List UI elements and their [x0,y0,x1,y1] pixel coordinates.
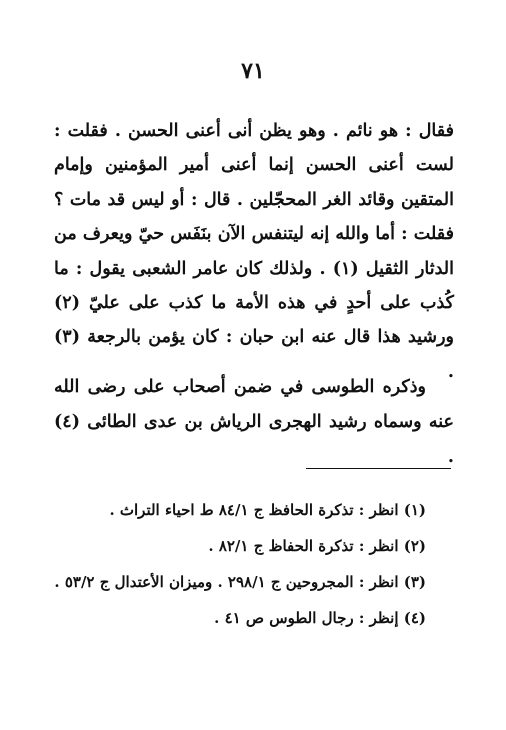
footnote-item: (٤) إنظر : رجال الطوس ص ٤١ . [214,609,426,627]
second-paragraph: وذكره الطوسى في ضمن أصحاب على رضى الله عنه وسماه رشيد الهجرى الرياش بن عدى الطائى (٤) . [54,377,454,467]
footnotes-list [54,494,454,634]
footnote-divider [306,468,451,469]
page-number: ٧١ [241,58,265,84]
footnote-item: (٢) انظر : تذكرة الحفاظ ج ٨٢/١ . [208,537,426,555]
main-paragraph: فقال : هو نائم . وهو يظن أنى أعنى الحسن . فقلت : لست أعنى الحسن إنما أعنى أمير المؤمنين وإمام المتقين وقائد الغر المحجّلين . قال : أو ليس قد مات ؟ فقلت : أما والله إنه ليتنفس الآن بنَفَس حيّ ويعرف من الدثار الثقيل (١) . ولذلك كان عامر الشعبى يقول : ما كُذب على أحدٍ في هذه الأمة ما كذب على عليّ (٢) ورشيد هذا قال عنه ابن حبان : كان يؤمن بالرجعة (٣) . [54,121,454,382]
footnote-item: (٣) انظر : المجروحين ج ٢٩٨/١ . وميزان الأعتدال ج ٥٣/٢ . [54,573,426,591]
footnote-item: (١) انظر : تذكرة الحافظ ج ٨٤/١ ط احياء التراث . [109,501,426,519]
